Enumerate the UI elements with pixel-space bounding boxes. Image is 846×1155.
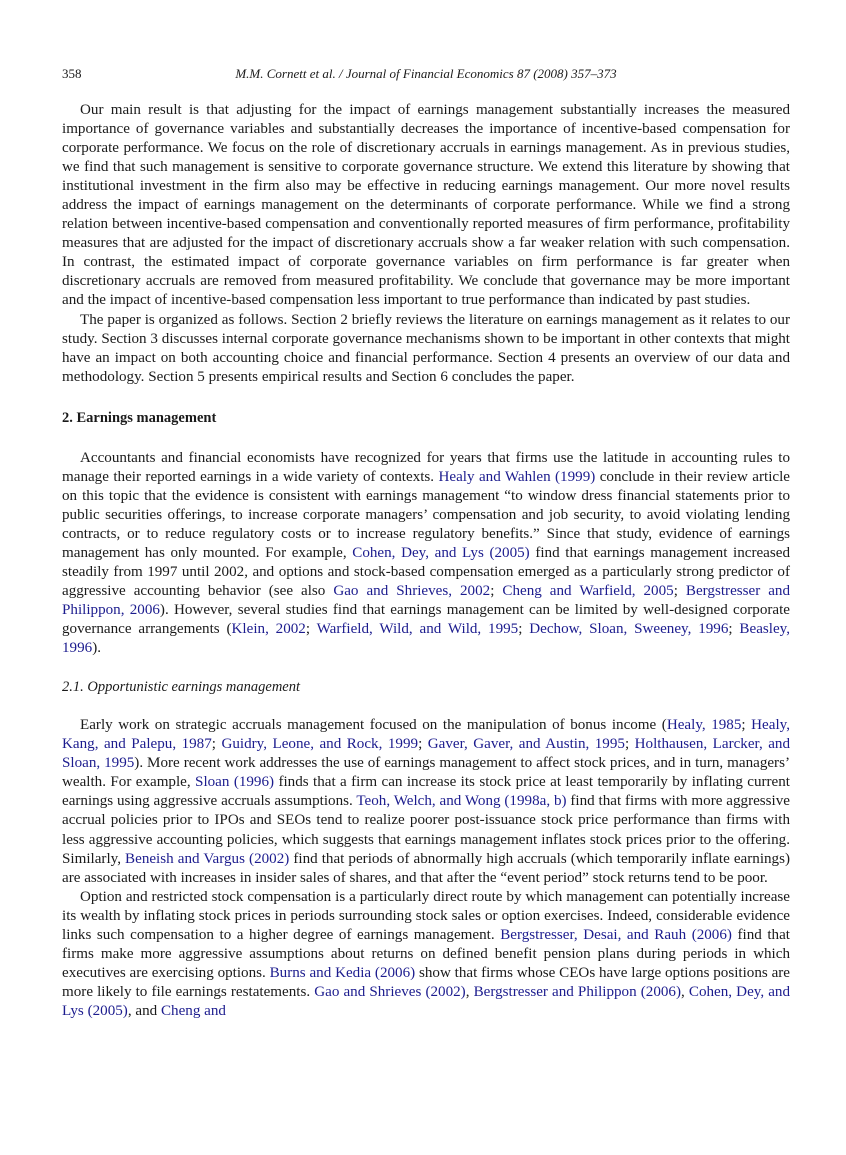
citation-link[interactable]: Cheng and — [160, 1002, 226, 1019]
text: finds that a firm can increase its stock price at least temporarily by inflating current earnings using aggressive accruals assumptions. — [62, 774, 790, 810]
text: find that earnings management increased steadily from 1997 until 2002, and options and stock-based compensation emerged as a particularly strong predictor of aggressive accounting behavior (see also — [62, 544, 791, 600]
text: ). More recent work addresses the use of earnings management to affect stock prices, and in turn, managers’ wealth. For example, — [62, 755, 790, 791]
running-header — [62, 66, 790, 84]
citation-link[interactable]: Bergstresser, Desai, and Rauh (2006) — [500, 926, 732, 943]
text: Option and restricted stock compensation is a particularly direct route by which management can potentially increase its wealth by inflating stock prices in periods surrounding stock sales or option exercises. Indeed, considerable evidence links such compensation to a higher degree of earnings management. — [62, 888, 790, 943]
text: ; — [418, 736, 428, 753]
text: ; — [211, 736, 222, 753]
citation-link[interactable]: Cheng and Warfield, 2005 — [502, 583, 674, 600]
citation-link[interactable]: Healy and Wahlen (1999) — [438, 468, 596, 485]
text: Early work on strategic accruals management focused on the manipulation of bonus income ( — [80, 717, 667, 734]
text: , and — [127, 1002, 161, 1019]
text: ; — [624, 736, 635, 753]
citation-link[interactable]: Warfield, Wild, and Wild, 1995 — [316, 621, 519, 638]
text: ; — [741, 717, 752, 734]
text: find that firms make more aggressive assumptions about returns on defined benefit pension plans during periods in which executives are exercising options. — [62, 926, 790, 981]
paragraph-earnings-management — [62, 449, 790, 659]
paragraph-early-work — [62, 716, 790, 887]
text: ; — [728, 621, 740, 638]
citation-link[interactable]: Healy, 1985 — [666, 717, 742, 734]
citation-link[interactable]: Gao and Shrieves, 2002 — [333, 583, 491, 600]
text: , — [465, 983, 474, 1000]
paragraph-organization: The paper is organized as follows. Section 2 briefly reviews the literature on earnings management as it relates to our study. Section 3 discusses internal corporate governance mechanisms shown to be important in other contexts that might have an impact on both accounting choice and financial performance. Section 4 presents an overview of our data and methodology. Section 5 presents empirical results and Section 6 concludes the paper. — [62, 311, 790, 385]
text: ; — [305, 621, 317, 638]
text: ; — [490, 583, 503, 600]
citation-link[interactable]: Gao and Shrieves (2002) — [314, 983, 466, 1000]
text: find that periods of abnormally high accruals (which temporarily inflate earnings) are associated with increases in insider sales of shares, and that after the “event period” stock returns tend to be poor. — [62, 850, 791, 886]
text: Accountants and financial economists have recognized for years that firms use the latitude in accounting rules to manage their reported earnings in a wide variety of contexts. — [62, 449, 790, 485]
citation-link[interactable]: Dechow, Sloan, Sweeney, 1996 — [529, 621, 729, 638]
citation-link[interactable]: Cohen, Dey, and Lys (2005) — [352, 544, 530, 561]
page-number: 358 — [62, 66, 82, 81]
text: conclude in their review article on this topic that the evidence is consistent with earnings management “to window dress financial statements prior to public securities offerings, to increase corporate managers’ compensation and job security, to avoid violating lending contracts, or to reduce regulatory costs or to increase regulatory benefits.” Since that study, evidence of earnings management has only mounted. For example, — [62, 468, 791, 561]
article-body — [62, 101, 790, 1021]
citation-link[interactable]: Sloan (1996) — [195, 774, 275, 791]
citation-link[interactable]: Gaver, Gaver, and Austin, 1995 — [427, 736, 625, 753]
text: find that firms with more aggressive accrual policies prior to IPOs and SEOs tend to realize poorer post-issuance stock price performance than firms with less aggressive accounting policies, which suggests that earnings management inflates stock prices prior to the offering. Similarly, — [62, 793, 790, 867]
text: ). — [92, 640, 101, 657]
text: ; — [673, 583, 686, 600]
citation-link[interactable]: Bergstresser and Philippon, 2006 — [62, 583, 791, 619]
citation-link[interactable]: Beneish and Vargus (2002) — [125, 850, 290, 867]
paragraph-main-result: Our main result is that adjusting for the impact of earnings management substantially increases the measured importance of governance variables and substantially decreases the importance of incentive-based compensation for corporate performance. We focus on the role of discretionary accruals in earnings management. As in previous studies, we find that such management is sensitive to corporate governance structure. We extend this literature by showing that institutional investment in the firm also may be effective in reducing earnings management. Our more novel results address the impact of earnings management on the determinants of corporate performance. While we find a strong relation between incentive-based compensation and conventionally reported measures of firm performance, profitability measures that are adjusted for the impact of discretionary accruals show a far weaker relation with such compensation. In contrast, the estimated impact of corporate governance variables on firm performance is far greater when discretionary accruals are removed from measured profitability. We conclude that governance may be more important and the impact of incentive-based compensation less important to true performance than indicated by past studies. — [62, 102, 790, 309]
subsection-heading-opportunistic: 2.1. Opportunistic earnings management — [62, 679, 301, 696]
citation-link[interactable]: Bergstresser and Philippon (2006) — [473, 983, 681, 1000]
text: show that firms whose CEOs have large options positions are more likely to file earnings restatements. — [62, 964, 791, 1000]
citation-link[interactable]: Beasley, 1996 — [62, 621, 790, 657]
citation-link[interactable]: Teoh, Welch, and Wong (1998a, b) — [356, 793, 567, 810]
citation-link[interactable]: Klein, 2002 — [231, 621, 306, 638]
text: ). However, several studies find that earnings management can be limited by well-designed corporate governance arrangements ( — [62, 602, 790, 638]
citation-link[interactable]: Burns and Kedia (2006) — [269, 964, 416, 981]
text: ; — [518, 621, 530, 638]
section-heading-earnings-management: 2. Earnings management — [62, 409, 217, 426]
text: , — [681, 983, 689, 1000]
citation-link[interactable]: Cohen, Dey, and Lys (2005) — [62, 983, 791, 1019]
journal-citation-header: M.M. Cornett et al. / Journal of Financial Economics 87 (2008) 357–373 — [235, 66, 617, 81]
paragraph-option-compensation — [62, 888, 790, 1021]
citation-link[interactable]: Healy, Kang, and Palepu, 1987 — [62, 717, 790, 753]
citation-link[interactable]: Guidry, Leone, and Rock, 1999 — [221, 736, 419, 753]
citation-link[interactable]: Holthausen, Larcker, and Sloan, 1995 — [62, 736, 791, 772]
